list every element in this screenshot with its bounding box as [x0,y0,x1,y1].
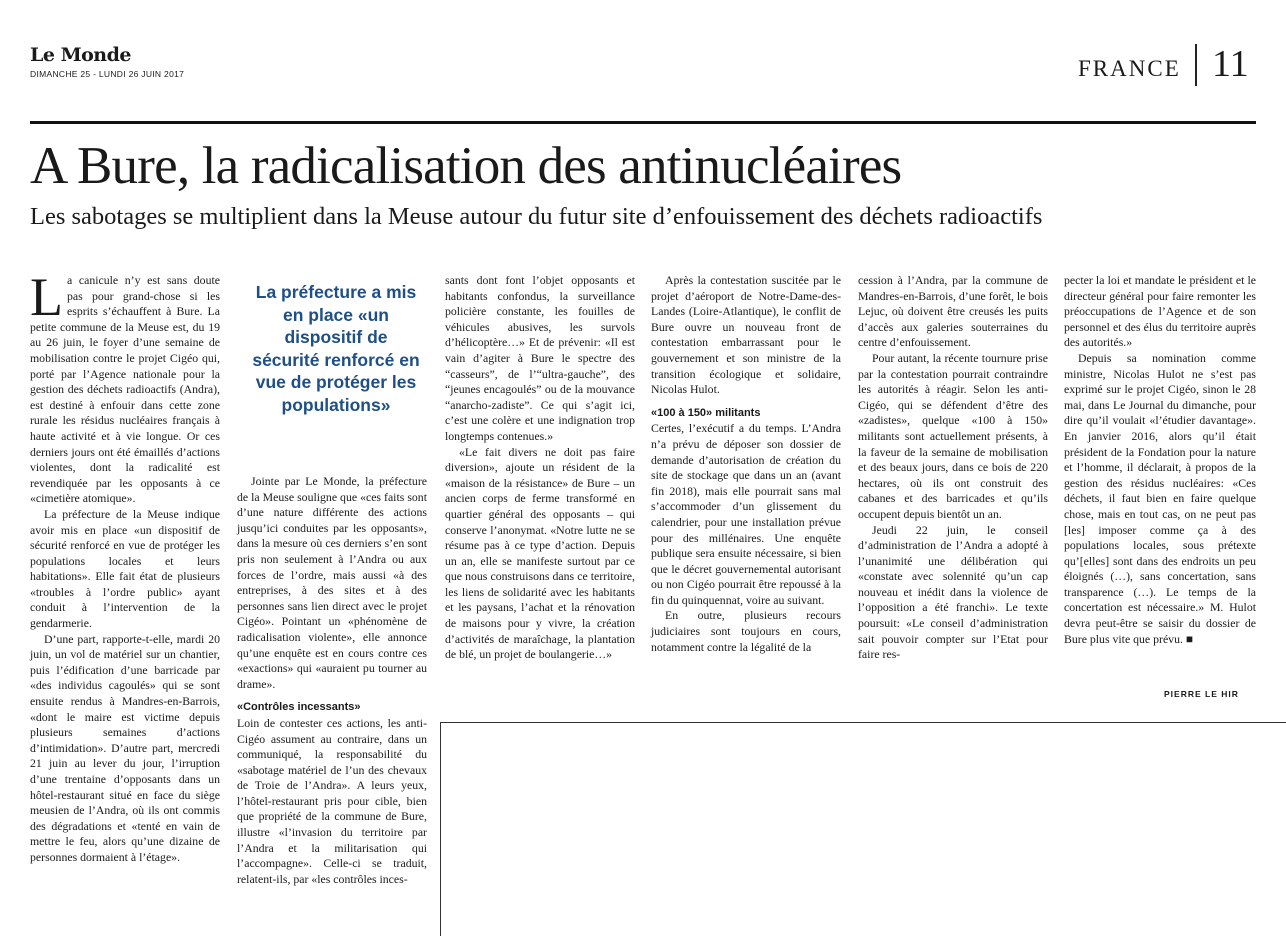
page-number: 11 [1212,43,1249,85]
article-column-6 [1064,273,1256,647]
article-column-4 [651,273,841,655]
article-headline: A Bure, la radicalisation des antinucléaires [30,137,902,195]
paragraph: La préfecture de la Meuse indique avoir mis en place «un dispositif de sécurité renforcé en vue de protéger les populations locales et leurs habitations». Elle fait état de plusieurs «troubles à l’ordre public» ayant conduit à l’intervention de la gendarmerie. [30,506,220,631]
paragraph: Jeudi 22 juin, le conseil d’administration de l’Andra a adopté à l’unanimité une délibération qui «constate avec solennité qu’un cap nouveau et inédit dans la violence de l’opposition a été franchi». Le texte poursuit: «Le conseil d’administration sait pouvoir compter sur l’Etat pour faire res- [858,522,1048,662]
article-column-2 [237,474,427,887]
paragraph: Certes, l’exécutif a du temps. L’Andra n’a prévu de déposer son dossier de demande d’autorisation de création du site de stockage que dans un an (avant fin 2018), mais elle pourrait sans mal s’accommoder d’un glissement du calendrier, pour une installation prévue pour des millénaires. Une enquête publique sera ensuite nécessaire, si bien que le décret gouvernemental autorisant ou non Cigéo pourrait être repoussé à la fin du quinquennat, voire au suivant. [651,421,841,607]
article-column-1 [30,267,220,866]
box-border-top [440,722,1286,723]
article-subhead: Les sabotages se multiplient dans la Meuse autour du futur site d’enfouissement des déchets radioactifs [30,203,1043,230]
paragraph: Jointe par Le Monde, la préfecture de la Meuse souligne que «ces faits sont d’une nature différente des actions jusqu’ici conduites par les opposants», dans la mesure où ces derniers s’en sont pris non seulement à l’Andra ou aux forces de l’ordre, mais aussi «à des entreprises, à des sites et à des personnes sans lien direct avec le projet Cigéo». Pointant un «phénomène de radicalisation violente», elle annonce qu’une enquête est en cours contre ces «exactions» qui «auraient pu tourner au drame». [237,474,427,691]
paragraph: Loin de contester ces actions, les anti-Cigéo assument au contraire, dans un communiqué, la responsabilité du «sabotage matériel de l’un des chevaux de Troie de l’Andra». A leurs yeux, l’hôtel-restaurant pris pour cible, bien que propriété de la commune de Bure, illustre «l’invasion du territoire par l’Andra et la militarisation qui l’accompagne». Celle-ci se traduit, relatent-ils, par «les contrôles inces- [237,715,427,886]
paragraph: Depuis sa nomination comme ministre, Nicolas Hulot ne s’est pas exprimé sur le projet Cigéo, sinon le 28 mai, dans Le Journal du dimanche, pour dire qu’il voulait «l’étudier davantage». En janvier 2016, alors qu’il était président de la Fondation pour la nature et l’homme, il déclarait, à propos de la gestion des résidus nucléaires: «Ces déchets, il faut bien en faire quelque chose, mais en tout cas, on ne peut pas [les] imposer comme ça à des populations locales, sous prétexte qu’[elles] sont dans des endroits un peu éloignés (…), sans concertation, sans transparence (…). Le temps de la concertation est nécessaire.» M. Hulot devra peut-être se saisir du dossier de Bure plus vite que prévu. ■ [1064,350,1256,646]
paragraph: «Le fait divers ne doit pas faire diversion», ajoute un résident de la «maison de la résistance» de Bure – un ancien corps de ferme transformé en quartier général des opposants – qui conserve l’anonymat. «Notre lutte ne se résume pas à ce type d’action. Depuis un an, elle se manifeste surtout par ce que nous construisons dans ce territoire, les liens de solidarité avec les habitants et les paysans, l’achat et la rénovation de maisons pour y vivre, la création d’activités de maraîchage, la plantation de blé, un projet de boulangerie…» [445,444,635,662]
paragraph: sants dont font l’objet opposants et habitants confondus, la surveillance policière constante, les fouilles de véhicules abusives, les survols d’hélicoptère…» Et de prévenir: «Il est vain d’agiter à Bure le spectre des “casseurs”, de l’“ultra-gauche”, des “jeunes encagoulés” ou de la mouvance “anarcho-zadiste”. Ce qui s’agit ici, c’est une colère et une indignation trop longtemps contenues.» [445,273,635,443]
pull-quote: La préfecture a mis en place «un dispositif de sécurité renforcé en vue de protéger les populations» [252,282,420,415]
paragraph: D’une part, rapporte-t-elle, mardi 20 juin, un vol de matériel sur un chantier, puis l’édification d’une barricade par «des individus cagoulés» qui se sont ensuite rendus à Mandres-en-Barrois, «dont le maire est victime depuis plusieurs semaines d’actions d’intimidation». D’autre part, mercredi 21 juin au lever du jour, l’irruption d’une trentaine d’opposants dans un hôtel-restaurant situé en face du siège meusien de l’Andra, où ils ont commis des dégradations et «tenté en vain de mettre le feu, alors qu’une dizaine de personnes dormaient à l’étage». [30,631,220,864]
drop-cap: L [30,267,63,327]
paragraph: cession à l’Andra, par la commune de Mandres-en-Barrois, d’une forêt, le bois Lejuc, où doivent être creusés les puits d’accès aux galeries souterraines du centre d’enfouissement. [858,273,1049,350]
article-column-5 [858,273,1048,663]
paragraph: pecter la loi et mandate le président et le directeur général pour faire remonter les préoccupations de l’Agence et de son personnel et des élus du territoire auprès des autorités.» [1064,273,1256,350]
author-signature: PIERRE LE HIR [1164,689,1239,699]
issue-date: DIMANCHE 25 - LUNDI 26 JUIN 2017 [30,69,185,79]
header-divider [1195,44,1197,86]
paragraph: En outre, plusieurs recours judiciaires sont toujours en cours, notamment contre la légalité de la [651,608,841,654]
paragraph: Après la contestation suscitée par le projet d’aéroport de Notre-Dame-des-Landes (Loire-Atlantique), le conflit de Bure ouvre un nouveau front de contestation embarrassant pour le gouvernement et son ministre de la transition écologique et solidaire, Nicolas Hulot. [651,273,841,397]
article-column-3 [445,273,635,663]
section-name: FRANCE [1078,56,1181,81]
masthead-logo: Le Monde [30,44,131,66]
section-heading: «100 à 150» militants [651,406,761,419]
paragraph: Pour autant, la récente tournure prise par la contestation pourrait contraindre les autorités à réagir. Selon les anti-Cigéo, qui se défendent d’être des «zadistes», quelque «100 à 150» militants sont actuellement présents, à la faveur de la semaine de mobilisation et des beaux jours, dans ce bois de 220 hectares, où ils ont construit des cabanes et des barricades et qu’ils occupent depuis bientôt un an. [858,350,1048,521]
paragraph: a canicule n’y est sans doute pas pour grand-chose si les esprits s’échauffent à Bure. La petite commune de la Meuse est, du 19 au 26 juin, le foyer d’une semaine de mobilisation contre le projet Cigéo qui, porté par l’Agence nationale pour la gestion des déchets radioactifs (Andra), est destiné à enfouir dans cette zone rurale les résidus nucléaires français à haute activité et à vie longue. Or ces derniers jours ont été émaillés d’actions violentes, dont la radicalité est revendiquée par les opposants à ce «cimetière atomique». [30,273,220,506]
top-rule [30,121,1256,124]
box-border-left [440,722,441,936]
section-heading: «Contrôles incessants» [237,701,361,714]
